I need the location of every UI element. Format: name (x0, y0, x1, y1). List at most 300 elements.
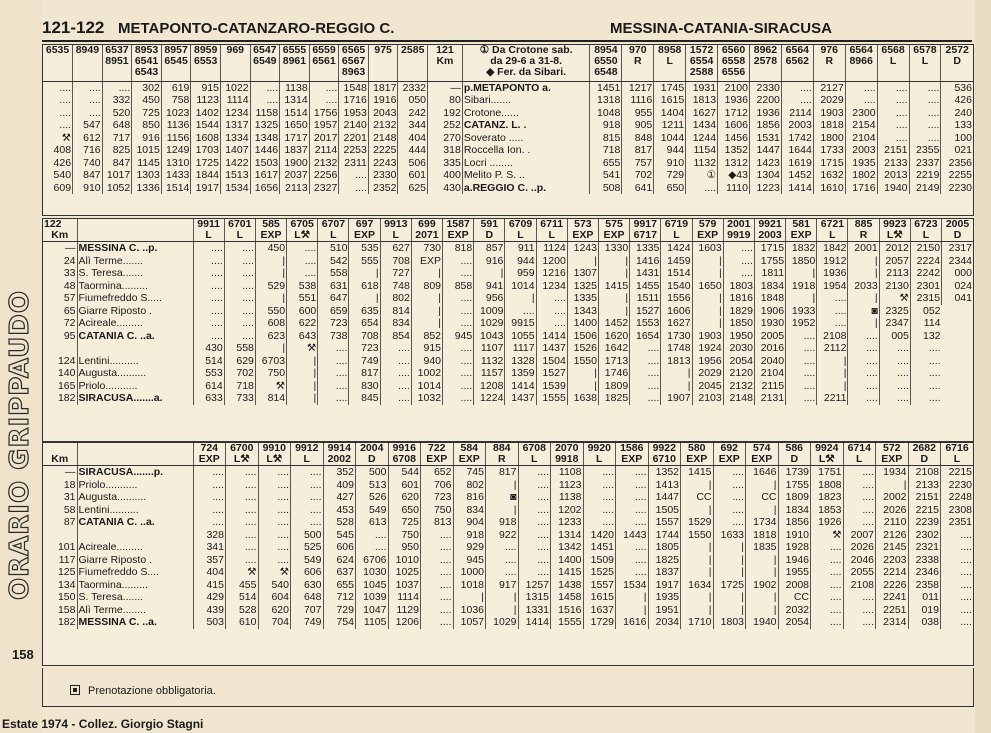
blank-cell (77, 219, 193, 230)
time-cell: .... (291, 504, 324, 517)
time-cell: 525 (291, 541, 324, 554)
time-cell: .... (616, 516, 649, 529)
time-cell: 1844 (191, 169, 221, 182)
time-cell: 1516 (551, 604, 584, 617)
train-number (43, 67, 73, 78)
train-number: 6710 (648, 454, 681, 465)
table-row (43, 81, 973, 94)
station-name: Soverato ..... (462, 132, 590, 145)
time-cell: 544 (388, 466, 421, 479)
time-cell: 1132 (686, 157, 718, 170)
time-cell: 1310 (161, 157, 191, 170)
time-cell: 1534 (220, 182, 250, 195)
train-number: EXP (443, 230, 474, 241)
time-cell: 847 (73, 169, 103, 182)
table-row (43, 392, 973, 405)
time-cell: 1936 (817, 267, 848, 280)
time-cell: 6706 (356, 554, 389, 567)
time-cell: .... (318, 380, 349, 393)
station-name (77, 529, 193, 542)
time-cell: .... (518, 504, 551, 517)
time-cell: 2225 (368, 144, 398, 157)
time-cell: .... (781, 94, 813, 107)
time-cell: 738 (318, 330, 349, 343)
time-cell: ⚒ (255, 380, 286, 393)
time-cell: 1813 (686, 94, 718, 107)
station-name: Taormina......... (77, 280, 193, 293)
time-cell: 725 (388, 516, 421, 529)
time-cell: 2253 (339, 144, 369, 157)
time-cell: 535 (349, 242, 380, 255)
time-cell: .... (910, 367, 941, 380)
time-cell: 1954 (817, 280, 848, 293)
time-cell: | (746, 479, 779, 492)
table-row (43, 132, 973, 145)
time-cell: 1331 (518, 604, 551, 617)
time-cell: 1029 (486, 616, 519, 629)
time-cell: 1848 (754, 292, 785, 305)
time-cell: ◙ (486, 491, 519, 504)
train-number: 1587 (443, 219, 474, 230)
time-cell: 1335 (630, 242, 661, 255)
time-cell: | (616, 604, 649, 617)
time-cell: 1716 (339, 94, 369, 107)
time-cell: .... (518, 541, 551, 554)
time-cell: | (848, 255, 879, 268)
time-cell: .... (193, 267, 224, 280)
time-cell: 555 (349, 255, 380, 268)
train-number: EXP (616, 454, 649, 465)
time-cell: .... (909, 107, 941, 120)
time-cell: 2330 (368, 169, 398, 182)
time-cell: 500 (291, 529, 324, 542)
train-number: EXP (692, 230, 723, 241)
time-cell: 547 (73, 119, 103, 132)
time-cell: 1715 (813, 157, 845, 170)
km-cell: 318 (428, 144, 463, 157)
table-row (43, 157, 973, 170)
time-cell: 2030 (723, 342, 754, 355)
time-cell: 1638 (567, 392, 598, 405)
time-cell: .... (318, 367, 349, 380)
time-cell: 1145 (132, 157, 162, 170)
train-number: L⚒ (811, 454, 844, 465)
train-number: EXP (598, 230, 629, 241)
time-cell: | (848, 292, 879, 305)
time-cell: 508 (590, 182, 622, 195)
time-cell: 2226 (876, 579, 909, 592)
time-cell: 1107 (474, 342, 505, 355)
table-row (43, 367, 973, 380)
table-row (43, 107, 973, 120)
time-cell: 1906 (754, 305, 785, 318)
time-cell: 1850 (786, 255, 817, 268)
train-number: 6535 (45, 45, 70, 56)
time-cell: 945 (453, 554, 486, 567)
table-row (43, 342, 973, 355)
time-cell: 620 (258, 604, 291, 617)
time-cell: 1525 (583, 566, 616, 579)
time-cell: 1451 (590, 81, 622, 94)
time-cell: .... (59, 106, 72, 119)
time-cell: 648 (291, 591, 324, 604)
time-cell: 2338 (908, 554, 941, 567)
time-cell: 1224 (474, 392, 505, 405)
km-cell: 165 (57, 379, 76, 392)
table-row (43, 591, 973, 604)
time-cell: 2113 (879, 267, 910, 280)
time-cell: 2351 (941, 516, 974, 529)
time-cell: 1318 (590, 94, 622, 107)
train-number: R (622, 56, 654, 67)
time-cell: 2055 (843, 566, 876, 579)
time-cell: .... (811, 579, 844, 592)
km-cell: 140 (57, 367, 76, 379)
time-cell: 1243 (567, 242, 598, 255)
time-cell: 2325 (879, 305, 910, 318)
time-cell: .... (224, 292, 255, 305)
train-number (220, 67, 250, 78)
train-number: D (908, 454, 941, 465)
time-cell: 1644 (781, 144, 813, 157)
time-cell: .... (910, 380, 941, 393)
time-cell: 1402 (191, 107, 221, 120)
time-cell: .... (713, 491, 746, 504)
time-cell: 708 (349, 330, 380, 343)
time-cell: 2016 (754, 342, 785, 355)
train-number (781, 67, 813, 78)
time-cell: 1511 (630, 292, 661, 305)
time-cell: 815 (590, 132, 622, 145)
train-number: EXP (681, 454, 714, 465)
page-header (42, 18, 972, 42)
time-cell: 2346 (908, 566, 941, 579)
time-cell: .... (226, 554, 259, 567)
time-cell: 1200 (536, 255, 567, 268)
time-cell: 1940 (746, 616, 779, 629)
time-cell: .... (848, 392, 879, 405)
train-number: 6562 (781, 56, 813, 67)
train-number (398, 56, 428, 67)
time-cell: 1052 (102, 182, 132, 195)
time-cell: ① (686, 169, 718, 182)
time-cell: 2127 (813, 81, 845, 94)
km-cell: 24 (63, 254, 76, 267)
time-cell: 2005 (754, 330, 785, 343)
train-number: 575 (598, 219, 629, 230)
km-label: Km (51, 230, 69, 241)
time-cell: .... (518, 479, 551, 492)
station-name: CATANIA C. ..a. (77, 330, 193, 343)
time-cell: 2037 (280, 169, 310, 182)
time-cell: .... (616, 504, 649, 517)
time-cell: 2358 (908, 579, 941, 592)
time-cell: 940 (411, 355, 442, 368)
time-cell: .... (843, 479, 876, 492)
time-cell: .... (877, 119, 909, 132)
time-cell: .... (226, 504, 259, 517)
time-cell: | (746, 566, 779, 579)
time-cell: .... (941, 616, 974, 629)
time-cell: 2033 (848, 280, 879, 293)
time-cell: .... (723, 255, 754, 268)
time-cell: .... (786, 355, 817, 368)
table-122-southbound (42, 218, 974, 442)
time-cell: 1114 (388, 591, 421, 604)
train-number: 9917 (630, 219, 661, 230)
time-cell: .... (318, 342, 349, 355)
time-cell: | (692, 267, 723, 280)
time-cell: 2248 (941, 491, 974, 504)
time-cell: 1730 (661, 330, 692, 343)
time-cell: 1842 (817, 242, 848, 255)
time-cell: .... (616, 541, 649, 554)
train-number (250, 67, 280, 78)
time-cell: 1733 (813, 144, 845, 157)
train-number: 574 (746, 443, 779, 454)
time-cell: 1108 (551, 466, 584, 479)
time-cell: 2314 (876, 616, 909, 629)
time-cell: 1808 (811, 479, 844, 492)
time-cell: 1503 (250, 157, 280, 170)
time-cell: 1123 (551, 479, 584, 492)
time-cell: .... (536, 317, 567, 330)
time-cell: 2108 (817, 330, 848, 343)
time-cell: 2300 (845, 107, 877, 120)
time-cell: 1325 (567, 280, 598, 293)
time-cell: 1829 (723, 305, 754, 318)
time-cell: 1803 (713, 616, 746, 629)
km-cell: 31 (63, 491, 76, 503)
time-cell: .... (421, 616, 454, 629)
train-number: D (356, 454, 389, 465)
time-cell: 1433 (161, 169, 191, 182)
time-cell: 2211 (817, 392, 848, 405)
time-cell: 2132 (723, 380, 754, 393)
time-cell: 1619 (781, 157, 813, 170)
train-number: 6721 (817, 219, 848, 230)
time-cell: .... (339, 169, 369, 182)
table-label: 121 (428, 45, 463, 56)
time-cell: 1514 (161, 182, 191, 195)
time-cell: 847 (102, 157, 132, 170)
time-cell: .... (845, 81, 877, 94)
time-cell: .... (193, 516, 226, 529)
timetable-122-northbound (43, 443, 973, 629)
time-cell: 2043 (368, 107, 398, 120)
time-cell: 426 (53, 156, 72, 169)
time-cell: .... (226, 479, 259, 492)
train-number: 697 (349, 219, 380, 230)
train-number: 2005 (942, 219, 973, 230)
table-row (43, 516, 973, 529)
time-cell: 955 (622, 107, 654, 120)
time-cell: 2242 (910, 267, 941, 280)
header-row (43, 443, 973, 454)
train-number: 2001 (723, 219, 754, 230)
train-number: 8966 (845, 56, 877, 67)
time-cell: 551 (287, 292, 318, 305)
time-cell: 1423 (749, 157, 781, 170)
time-cell: 1850 (723, 317, 754, 330)
time-cell: 2114 (309, 144, 339, 157)
time-cell: .... (226, 491, 259, 504)
time-cell: 1158 (250, 107, 280, 120)
train-number: 9924 (811, 443, 844, 454)
time-cell: .... (843, 516, 876, 529)
time-cell: ⚒ (811, 529, 844, 542)
time-cell: 1633 (713, 529, 746, 542)
time-cell: .... (583, 504, 616, 517)
time-cell: 2149 (909, 182, 941, 195)
km-cell: 158 (57, 603, 76, 616)
time-cell: 1751 (811, 466, 844, 479)
time-cell: 1713 (598, 355, 629, 368)
time-cell: 749 (349, 355, 380, 368)
time-cell: 601 (398, 169, 428, 182)
station-name: Sibari....... (462, 94, 590, 107)
time-cell: | (746, 504, 779, 517)
time-cell: 1620 (598, 330, 629, 343)
station-name: Locri ........ (462, 157, 590, 170)
time-cell: 2040 (754, 355, 785, 368)
time-cell: 1509 (583, 554, 616, 567)
train-number: L (224, 230, 255, 241)
time-cell: 1446 (250, 144, 280, 157)
time-cell: 1739 (778, 466, 811, 479)
km-cell: 48 (63, 279, 76, 292)
time-cell: 1404 (654, 107, 686, 120)
time-cell: 2151 (877, 144, 909, 157)
time-cell: 1818 (813, 119, 845, 132)
route-title-left: METAPONTO-CATANZARO-REGGIO C. (118, 20, 395, 37)
time-cell: 915 (411, 342, 442, 355)
time-cell: .... (909, 94, 941, 107)
time-cell: 627 (380, 242, 411, 255)
train-number (909, 67, 941, 78)
time-cell: .... (309, 94, 339, 107)
time-cell: .... (224, 317, 255, 330)
train-number: 584 (453, 443, 486, 454)
time-cell: 444 (398, 144, 428, 157)
time-cell: 1557 (583, 579, 616, 592)
time-cell: 1451 (583, 541, 616, 554)
time-cell: .... (786, 342, 817, 355)
time-cell: .... (848, 367, 879, 380)
time-cell: .... (250, 94, 280, 107)
time-cell: 2321 (908, 541, 941, 554)
train-number (368, 56, 398, 67)
time-cell: ◆43 (718, 169, 750, 182)
time-cell: 2356 (941, 157, 973, 170)
time-cell: .... (518, 566, 551, 579)
train-number: D (942, 230, 973, 241)
train-number: 9911 (193, 219, 224, 230)
train-number: 9912 (291, 443, 324, 454)
km-cell: — (65, 242, 76, 254)
time-cell: | (598, 267, 629, 280)
time-cell: 1935 (648, 591, 681, 604)
time-cell: 2013 (877, 169, 909, 182)
train-number: 9923 (879, 219, 910, 230)
train-number: R (848, 230, 879, 241)
time-cell: 1029 (474, 317, 505, 330)
table-label: 122 (44, 219, 62, 230)
time-cell: | (598, 292, 629, 305)
time-cell: 1540 (661, 280, 692, 293)
time-cell: 613 (356, 516, 389, 529)
train-number: 9913 (380, 219, 411, 230)
time-cell: 1343 (567, 305, 598, 318)
time-cell: .... (843, 466, 876, 479)
train-number: 9914 (323, 443, 356, 454)
time-cell: 2311 (339, 157, 369, 170)
time-cell: .... (193, 292, 224, 305)
time-cell: 1656 (250, 182, 280, 195)
time-cell: 945 (443, 330, 474, 343)
time-cell: 2112 (817, 342, 848, 355)
time-cell: 858 (443, 280, 474, 293)
time-cell: 1017 (102, 169, 132, 182)
train-number (220, 56, 250, 67)
table-row (43, 380, 973, 393)
route-title-right: MESSINA-CATANIA-SIRACUSA (610, 20, 832, 37)
time-cell: .... (616, 479, 649, 492)
train-number: L⚒ (287, 230, 318, 241)
time-cell: .... (59, 94, 72, 106)
time-cell: .... (258, 479, 291, 492)
time-cell: .... (583, 466, 616, 479)
time-cell: 614 (193, 380, 224, 393)
time-cell: ⚒ (879, 292, 910, 305)
time-cell: .... (843, 491, 876, 504)
time-cell: 650 (388, 504, 421, 517)
time-cell: 655 (323, 579, 356, 592)
time-cell: 624 (323, 554, 356, 567)
km-label: Km (428, 56, 463, 67)
time-cell: 1452 (598, 317, 629, 330)
time-cell: 702 (622, 169, 654, 182)
time-cell: 704 (258, 616, 291, 629)
train-number (941, 67, 973, 78)
time-cell: 1935 (845, 157, 877, 170)
time-cell: .... (73, 81, 103, 94)
time-cell: 648 (102, 119, 132, 132)
time-cell: 641 (622, 182, 654, 195)
time-cell: .... (443, 305, 474, 318)
time-cell: 1303 (132, 169, 162, 182)
time-cell: 725 (132, 107, 162, 120)
train-number: 6700 (226, 443, 259, 454)
blank-cell (43, 443, 77, 454)
time-cell: 1617 (250, 169, 280, 182)
time-cell: | (681, 604, 714, 617)
time-cell: 1132 (474, 355, 505, 368)
train-number (813, 67, 845, 78)
km-cell (43, 529, 77, 542)
time-cell: 910 (73, 182, 103, 195)
km-cell: 335 (428, 157, 463, 170)
time-cell: .... (224, 330, 255, 343)
train-number: 6541 (132, 56, 162, 67)
station-name: Giarre Riposto . (77, 554, 193, 567)
time-cell: 1931 (686, 81, 718, 94)
time-cell: | (411, 305, 442, 318)
time-cell: | (713, 591, 746, 604)
time-cell: .... (786, 392, 817, 405)
time-cell: 1217 (622, 81, 654, 94)
train-number: 6548 (590, 67, 622, 78)
